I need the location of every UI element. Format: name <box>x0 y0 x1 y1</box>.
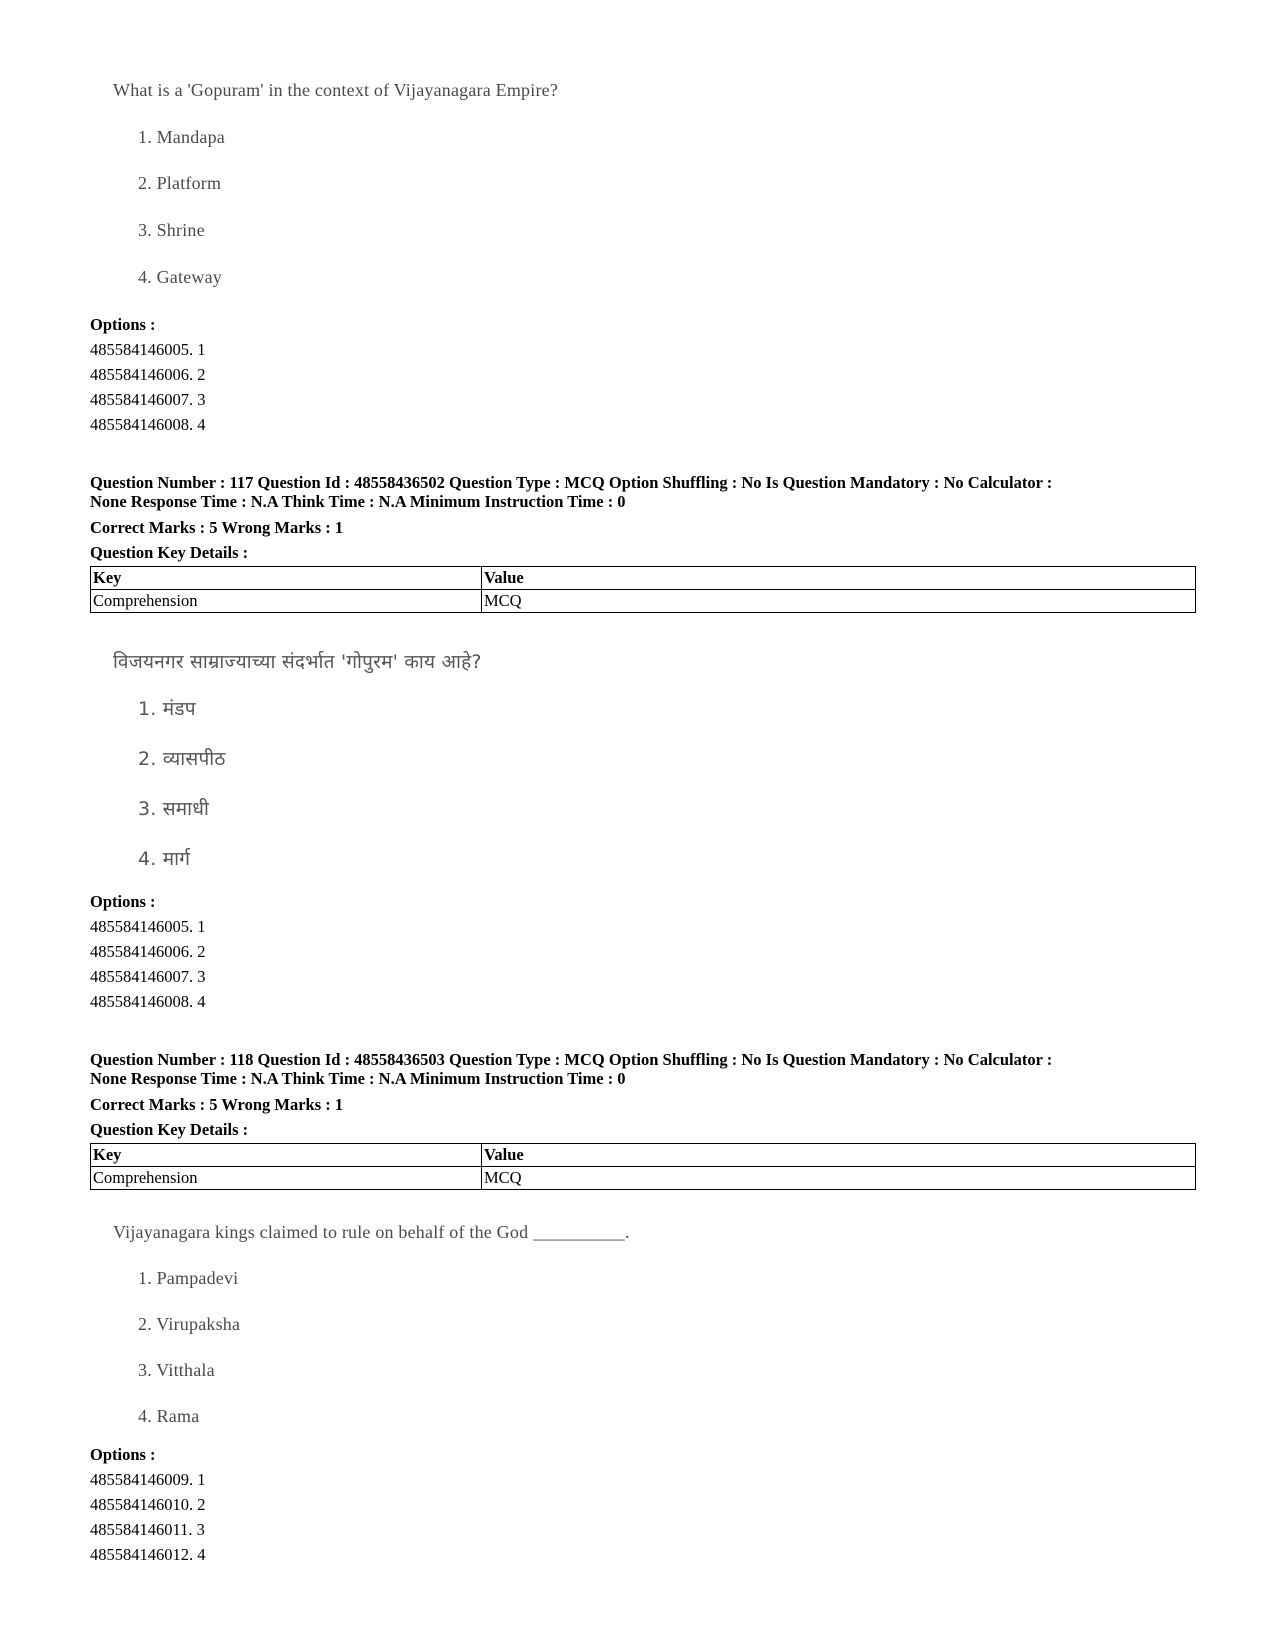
table-row <box>91 1167 1196 1190</box>
question-header-line-1: Question Number : 117 Question Id : 48558436502 Question Type : MCQ Option Shuffling : No Is Question Mandatory : No Calculator : <box>90 473 1053 492</box>
table-header-key: Key <box>91 567 482 590</box>
table-row <box>91 590 1196 613</box>
table-header-key: Key <box>91 1144 482 1167</box>
option-id: 485584146006. 2 <box>90 942 206 961</box>
table-cell-value: MCQ <box>482 590 1196 613</box>
choice-1: 1. Mandapa <box>138 127 225 147</box>
option-id: 485584146006. 2 <box>90 365 206 384</box>
marks-line: Correct Marks : 5 Wrong Marks : 1 <box>90 518 344 537</box>
question-header-line-2: None Response Time : N.A Think Time : N.A Minimum Instruction Time : 0 <box>90 492 626 511</box>
option-id: 485584146008. 4 <box>90 992 206 1011</box>
key-details-label: Question Key Details : <box>90 543 249 562</box>
choice-4: 4. Rama <box>138 1406 200 1426</box>
choice-4: 4. Gateway <box>138 267 222 287</box>
option-id: 485584146012. 4 <box>90 1545 206 1564</box>
choice-3: 3. Vitthala <box>138 1360 215 1380</box>
options-label: Options : <box>90 1445 156 1464</box>
choice-2: 2. व्यासपीठ <box>138 748 226 770</box>
option-id: 485584146007. 3 <box>90 967 206 986</box>
question-text: Vijayanagara kings claimed to rule on behalf of the God __________. <box>113 1222 630 1242</box>
choice-3: 3. समाधी <box>138 798 210 820</box>
option-id: 485584146005. 1 <box>90 917 206 936</box>
question-header <box>90 473 1200 511</box>
question-text: विजयनगर साम्राज्याच्या संदर्भात 'गोपुरम' काय आहे? <box>113 651 482 673</box>
table-header-row <box>91 567 1196 590</box>
question-header-line-2: None Response Time : N.A Think Time : N.A Minimum Instruction Time : 0 <box>90 1069 626 1088</box>
table-cell-key: Comprehension <box>91 1167 482 1190</box>
question-text: What is a 'Gopuram' in the context of Vijayanagara Empire? <box>113 80 559 100</box>
table-header-row <box>91 1144 1196 1167</box>
key-details-table <box>90 1143 1196 1190</box>
key-details-label: Question Key Details : <box>90 1120 249 1139</box>
option-id: 485584146007. 3 <box>90 390 206 409</box>
choice-1: 1. मंडप <box>138 698 196 720</box>
table-header-value: Value <box>482 1144 1196 1167</box>
table-cell-value: MCQ <box>482 1167 1196 1190</box>
choice-2: 2. Platform <box>138 173 222 193</box>
option-id: 485584146008. 4 <box>90 415 206 434</box>
choice-3: 3. Shrine <box>138 220 205 240</box>
choice-2: 2. Virupaksha <box>138 1314 241 1334</box>
choice-1: 1. Pampadevi <box>138 1268 239 1288</box>
table-header-value: Value <box>482 567 1196 590</box>
options-label: Options : <box>90 892 156 911</box>
option-id: 485584146009. 1 <box>90 1470 206 1489</box>
key-details-table <box>90 566 1196 613</box>
choice-4: 4. मार्ग <box>138 848 191 870</box>
option-id: 485584146011. 3 <box>90 1520 205 1539</box>
question-header <box>90 1050 1200 1088</box>
table-cell-key: Comprehension <box>91 590 482 613</box>
option-id: 485584146010. 2 <box>90 1495 206 1514</box>
marks-line: Correct Marks : 5 Wrong Marks : 1 <box>90 1095 344 1114</box>
question-header-line-1: Question Number : 118 Question Id : 48558436503 Question Type : MCQ Option Shuffling : No Is Question Mandatory : No Calculator : <box>90 1050 1053 1069</box>
options-label: Options : <box>90 315 156 334</box>
option-id: 485584146005. 1 <box>90 340 206 359</box>
